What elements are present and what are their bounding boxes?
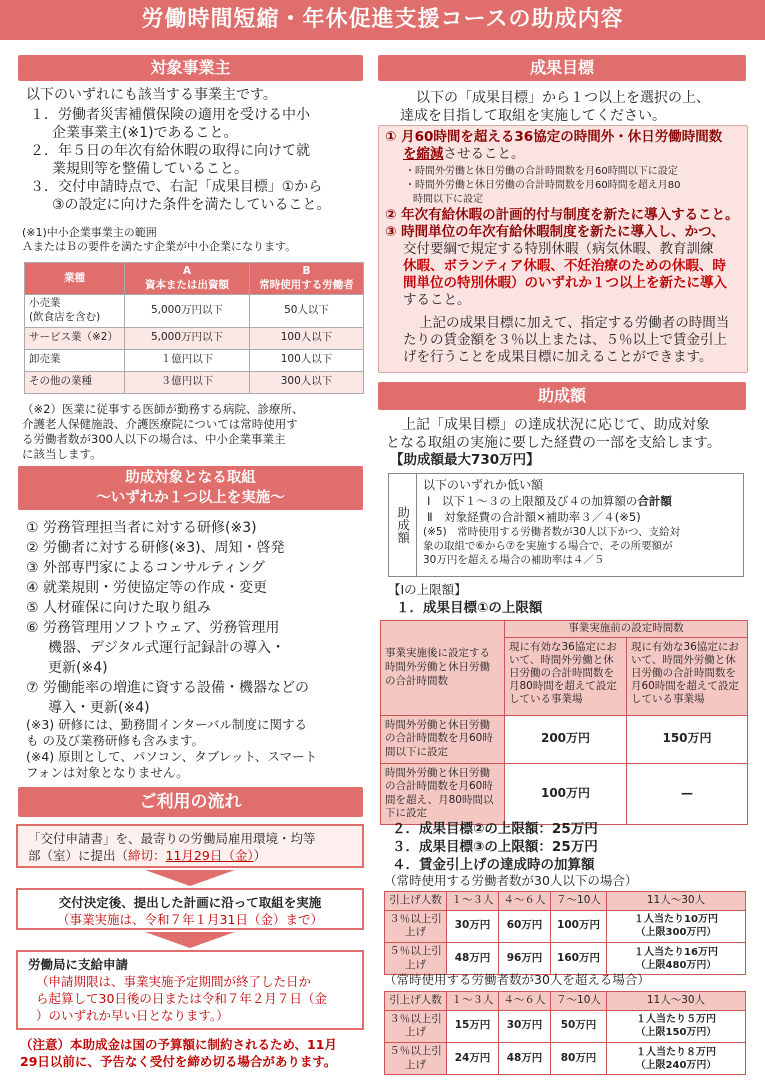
amount-box: 助成額 以下のいずれか低い額 Ⅰ 以下１～３の上限額及び４の加算額の合計額 Ⅱ 対象経費の合計額×補助率３／４(※5) (※5) 常時使用する労働者数が30人以下かつ、支給対 象の取組で⑥から⑦を実施する場合で、その所要額が 30万円を超える場合の補助率は４／５: [388, 473, 744, 577]
l1-r2v1: 100万円: [505, 763, 627, 825]
table-cell: 100人以下: [250, 327, 364, 349]
l1-r1: 時間外労働と休日労働の合計時間数を月60時間以下に設定: [381, 715, 505, 763]
goals-box: [378, 125, 748, 373]
goal-2: ② 年次有給休暇の計画的付与制度を新たに導入すること。: [385, 207, 739, 223]
goals-header: 成果目標: [378, 55, 746, 81]
list-item: 更新(※4): [48, 660, 108, 676]
th-workers: B 常時使用する労働者: [250, 263, 364, 295]
target-intro: 以下のいずれにも該当する事業主です。: [26, 87, 277, 103]
goals-intro: 以下の「成果目標」から１つ以上を選択の上、 達成を目指して取組を実施してください。: [400, 90, 710, 124]
list-item: ① 労務管理担当者に対する研修(※3): [26, 520, 257, 536]
target-item: １．労働者災害補償保険の適用を受ける中小: [30, 107, 310, 123]
flow-step1: 「交付申請書」を、最寄りの労働局雇用環境・均等 部（室）に提出（締切：11月29日（金））: [16, 824, 364, 868]
table-row-label: 卸売業: [25, 349, 125, 371]
wage-table-small: 引上げ人数 １～３人 ４～６人 ７～10人 11人～30人 ３％以上引上げ 30万円 60万円 100万円 １人当たり10万円 （上限300万円） ５％以上引上げ 48万円 96万円 160万円 １人当たり16万円 （上限480万円）: [384, 891, 746, 975]
l1-top-header: 事業実施前の設定時間数: [505, 621, 748, 638]
table-cell: １億円以下: [125, 349, 250, 371]
target-item: 業規則等を整備していること。: [52, 161, 248, 177]
note1-text: ＡまたはＢの要件を満たす企業が中小企業になります。: [22, 240, 297, 253]
page-title: 労働時間短縮・年休促進支援コースの助成内容: [0, 0, 765, 40]
target-header: 対象事業主: [18, 55, 363, 81]
goal-extra: 上記の成果目標に加えて、指定する労働者の時間当 たりの賃金額を３％以上または、５％以上で賃金引上 げを行うことを成果目標に加えることができます。: [403, 315, 730, 365]
list-item: ⑤ 人材確保に向けた取り組み: [26, 600, 212, 616]
list-item: ⑦ 労働能率の増進に資する設備・機器などの: [26, 680, 309, 696]
l1-row-header: 事業実施後に設定する時間外労働と休日労働の合計時間数: [381, 621, 505, 716]
flow-header: ご利用の流れ: [18, 787, 363, 817]
wage-table-large: 引上げ人数 １～３人 ４～６人 ７～10人 11人～30人 ３％以上引上げ 15万円 30万円 50万円 １人当たり５万円 （上限150万円） ５％以上引上げ 24万円 48万円 80万円 １人当たり８万円 （上限240万円）: [384, 991, 746, 1075]
list-item: ② 労働者に対する研修(※3)、周知・啓発: [26, 540, 285, 556]
goal-1: ① 月60時間を超える36協定の時間外・休日労働時間数 を縮減させること。: [385, 129, 723, 162]
measures-header: 助成対象となる取組 ～いずれか１つ以上を実施～: [18, 466, 363, 510]
small-caption: （常時使用する労働者数が30人以下の場合）: [384, 873, 638, 888]
list-item: ④ 就業規則・労使協定等の作成・変更: [26, 580, 267, 596]
list-item: ③ 外部専門家によるコンサルティング: [26, 560, 265, 576]
list-item: 導入・更新(※4): [48, 700, 150, 716]
l1-r2: 時間外労働と休日労働の合計時間数を月60時間を超え、月80時間以下に設定: [381, 763, 505, 825]
goal-1-bullets: ・時間外労働と休日労働の合計時間数を月60時間以下に設定 ・時間外労働と休日労働の合計時間数を月60時間を超え月80 時間以下に設定: [405, 166, 681, 205]
limit-title: 【Ⅰの上限額】: [388, 582, 467, 597]
list-item: ⑥ 労務管理用ソフトウェア、労務管理用: [26, 620, 280, 636]
l1-table: [380, 620, 748, 825]
l1-r2v2: —: [627, 763, 748, 825]
list-item: 機器、デジタル式運行記録計の導入・: [48, 640, 286, 656]
table-cell: 300人以下: [250, 371, 364, 393]
flow-arrow: [145, 870, 235, 886]
target-item: 企業事業主(※1)であること。: [52, 125, 238, 141]
l1-r1v2: 150万円: [627, 715, 748, 763]
l1-r1v1: 200万円: [505, 715, 627, 763]
target-item: ③の設定に向けた条件を満たしていること。: [52, 197, 331, 213]
note2: （※2）医業に従事する医師が勤務する病院、診療所、 介護老人保健施設、介護医療院については常時使用す る労働者数が300人以下の場合は、中小企業事業主 に該当します。: [22, 402, 304, 461]
th-industry: 業種: [25, 263, 125, 295]
flow-arrow: [145, 932, 235, 948]
target-item: ３．交付申請時点で、右記「成果目標」①から: [30, 179, 323, 195]
limits-list: ２．成果目標②の上限額：25万円 ３．成果目標③の上限額：25万円 ４．賃金引上げの達成時の加算額: [392, 821, 598, 873]
l1-col2: 現に有効な36協定において、時間外労働と休日労働の合計時間数を月60時間を超えて設定している事業場: [627, 637, 748, 715]
table-row-label: 小売業 (飲食店を含む): [25, 295, 125, 327]
sme-table: [24, 262, 364, 394]
table-cell: ３億円以下: [125, 371, 250, 393]
th-capital: A 資本または出資額: [125, 263, 250, 295]
table-cell: 5,000万円以下: [125, 327, 250, 349]
caution: （注意）本助成金は国の予算額に制約されるため、11月 29日以前に、予告なく受付を締め切る場合があります。: [20, 1037, 337, 1069]
table-cell: 50人以下: [250, 295, 364, 327]
l1-title: １．成果目標①の上限額: [396, 600, 543, 616]
measures-list: [26, 518, 366, 718]
table-cell: 100人以下: [250, 349, 364, 371]
flow-step2: 交付決定後、提出した計画に沿って取組を実施 （事業実施は、令和７年１月31日（金）まで）: [16, 888, 364, 930]
flow-step3: 労働局に支給申請 （申請期限は、事業実施予定期間が終了した日か ら起算して30日後の日または令和７年２月７日（金 ）のいずれか早い日となります。）: [16, 950, 364, 1030]
target-item: ２．年５日の年次有給休暇の取得に向けて就: [30, 143, 310, 159]
amount-intro: 上記「成果目標」の達成状況に応じて、助成対象 となる取組の実施に要した経費の一部を支給します。: [386, 417, 721, 451]
table-cell: 5,000万円以下: [125, 295, 250, 327]
table-row-label: その他の業種: [25, 371, 125, 393]
amount-header: 助成額: [378, 382, 746, 410]
target-list: [30, 106, 365, 214]
l1-col1: 現に有効な36協定において、時間外労働と休日労働の合計時間数を月80時間を超えて設定している事業場: [505, 637, 627, 715]
large-caption: （常時使用する労働者数が30人を超える場合）: [384, 972, 650, 987]
goal-3: ③ 時間単位の年次有給休暇制度を新たに導入し、かつ、 交付要綱で規定する特別休暇（病気休暇、教育訓練 休暇、ボランティア休暇、不妊治療のための休暇、時 間単位の特別休暇）のいずれか１つ以上を新たに導入 すること。: [385, 224, 727, 308]
note1: [22, 226, 367, 254]
table-row-label: サービス業（※2）: [25, 327, 125, 349]
amount-box-label: 助成額: [389, 474, 417, 576]
note1-title: (※1)中小企業事業主の範囲: [22, 226, 157, 239]
measures-notes: (※3) 研修には、勤務間インターバル制度に関する も の及び業務研修も含みます。 (※4) 原則として、パソコン、タブレット、スマート フォンは対象となりません。: [26, 717, 318, 780]
amount-max: 【助成額最大730万円】: [390, 452, 540, 468]
